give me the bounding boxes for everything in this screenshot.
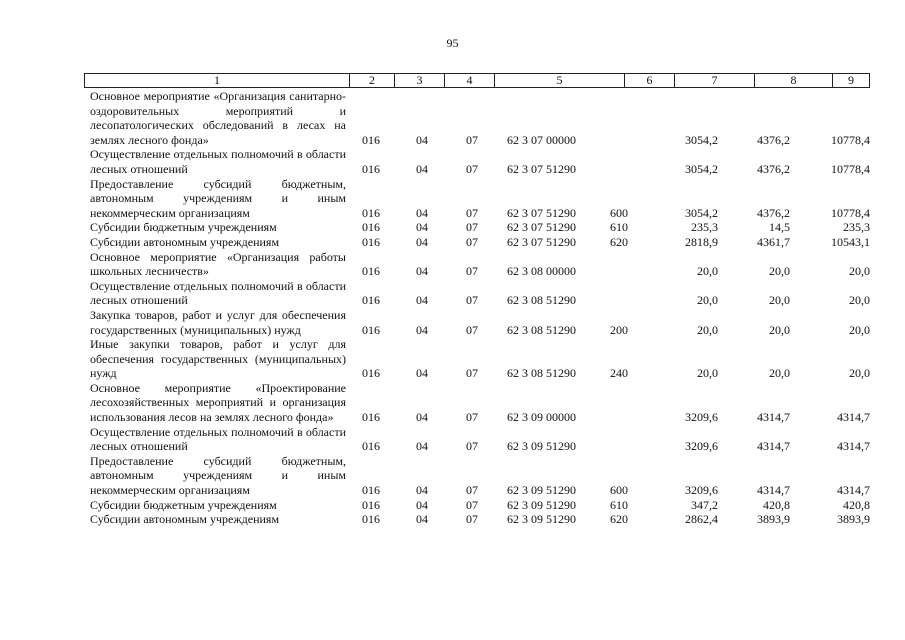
row-col-6: 600 bbox=[610, 205, 628, 220]
row-name: Субсидии автономным учреждениям bbox=[90, 234, 280, 249]
row-col-3: 04 bbox=[416, 293, 428, 308]
header-col-2: 2 bbox=[350, 74, 395, 87]
row-col-9: 20,0 bbox=[849, 264, 870, 279]
row-col-9: 10778,4 bbox=[831, 161, 870, 176]
table-header bbox=[84, 73, 870, 88]
row-col-7: 20,0 bbox=[697, 322, 718, 337]
row-col-9: 4314,7 bbox=[837, 483, 870, 498]
header-col-8: 8 bbox=[755, 74, 833, 87]
row-col-6: 240 bbox=[610, 366, 628, 381]
row-name: Предоставление субсидий бюджетным, автономным учреждениям и иным некоммерческим организациям bbox=[90, 453, 346, 498]
row-col-8: 20,0 bbox=[769, 322, 790, 337]
row-col-5: 62 3 08 51290 bbox=[507, 293, 576, 308]
table-row bbox=[90, 235, 870, 250]
row-col-3: 04 bbox=[416, 132, 428, 147]
table-row bbox=[90, 512, 870, 527]
row-col-8: 4314,7 bbox=[757, 483, 790, 498]
row-col-3: 04 bbox=[416, 205, 428, 220]
table-row bbox=[90, 89, 870, 147]
row-col-6: 610 bbox=[610, 497, 628, 512]
row-col-2: 016 bbox=[362, 132, 380, 147]
table-row bbox=[90, 177, 870, 221]
row-col-7: 3209,6 bbox=[685, 483, 718, 498]
row-col-8: 4376,2 bbox=[757, 132, 790, 147]
header-col-3: 3 bbox=[395, 74, 445, 87]
row-col-8: 14,5 bbox=[769, 220, 790, 235]
row-col-7: 3054,2 bbox=[685, 205, 718, 220]
header-col-9: 9 bbox=[848, 73, 854, 87]
table-row bbox=[90, 454, 870, 498]
row-col-8: 420,8 bbox=[763, 497, 790, 512]
row-name: Предоставление субсидий бюджетным, автономным учреждениям и иным некоммерческим организациям bbox=[90, 176, 346, 220]
row-col-3: 04 bbox=[416, 410, 428, 425]
row-col-3: 04 bbox=[416, 439, 428, 454]
row-name: Осуществление отдельных полномочий в области лесных отношений bbox=[90, 424, 346, 454]
row-col-3: 04 bbox=[416, 497, 428, 512]
row-col-3: 04 bbox=[416, 161, 428, 176]
table-row bbox=[90, 147, 870, 176]
row-col-7: 235,3 bbox=[691, 220, 718, 235]
row-col-2: 016 bbox=[362, 161, 380, 176]
row-col-9: 4314,7 bbox=[837, 439, 870, 454]
row-col-7: 3209,6 bbox=[685, 410, 718, 425]
row-col-2: 016 bbox=[362, 366, 380, 381]
row-col-8: 20,0 bbox=[769, 264, 790, 279]
row-col-4: 07 bbox=[466, 234, 478, 249]
row-col-4: 07 bbox=[466, 293, 478, 308]
row-col-9: 420,8 bbox=[843, 497, 870, 512]
row-col-8: 4361,7 bbox=[757, 234, 790, 249]
table-row bbox=[90, 279, 870, 308]
row-col-2: 016 bbox=[362, 410, 380, 425]
row-col-7: 347,2 bbox=[691, 497, 718, 512]
header-col-7: 7 bbox=[675, 74, 755, 87]
row-name: Субсидии бюджетным учреждениям bbox=[90, 497, 277, 512]
row-col-8: 4314,7 bbox=[757, 439, 790, 454]
row-name: Иные закупки товаров, работ и услуг для обеспечения государственных (муниципальных) нужд bbox=[90, 337, 346, 381]
row-col-4: 07 bbox=[466, 439, 478, 454]
row-col-4: 07 bbox=[466, 264, 478, 279]
row-col-7: 3054,2 bbox=[685, 161, 718, 176]
row-col-5: 62 3 07 51290 bbox=[507, 234, 576, 249]
table-row bbox=[90, 308, 870, 337]
row-col-8: 3893,9 bbox=[757, 512, 790, 527]
row-col-9: 20,0 bbox=[849, 293, 870, 308]
table-row bbox=[90, 337, 870, 381]
row-col-2: 016 bbox=[362, 497, 380, 512]
row-col-3: 04 bbox=[416, 220, 428, 235]
row-col-6: 620 bbox=[610, 234, 628, 249]
row-col-5: 62 3 07 51290 bbox=[507, 161, 576, 176]
row-col-2: 016 bbox=[362, 234, 380, 249]
row-col-9: 4314,7 bbox=[837, 410, 870, 425]
row-col-4: 07 bbox=[466, 161, 478, 176]
row-col-2: 016 bbox=[362, 293, 380, 308]
row-col-2: 016 bbox=[362, 220, 380, 235]
row-name: Основное мероприятие «Проектирование лесохозяйственных мероприятий и организация использования лесов на землях лесного фонда» bbox=[90, 380, 346, 425]
row-col-7: 20,0 bbox=[697, 366, 718, 381]
row-col-2: 016 bbox=[362, 439, 380, 454]
row-col-3: 04 bbox=[416, 264, 428, 279]
row-col-5: 62 3 08 51290 bbox=[507, 366, 576, 381]
row-col-7: 2862,4 bbox=[685, 512, 718, 527]
row-col-4: 07 bbox=[466, 220, 478, 235]
row-col-2: 016 bbox=[362, 483, 380, 498]
row-col-9: 235,3 bbox=[843, 220, 870, 235]
row-col-8: 20,0 bbox=[769, 366, 790, 381]
header-col-6: 6 bbox=[625, 74, 675, 87]
row-col-9: 10778,4 bbox=[831, 205, 870, 220]
row-name: Закупка товаров, работ и услуг для обеспечения государственных (муниципальных) нужд bbox=[90, 307, 346, 337]
row-col-5: 62 3 07 51290 bbox=[507, 205, 576, 220]
row-col-5: 62 3 09 51290 bbox=[507, 439, 576, 454]
row-col-4: 07 bbox=[466, 410, 478, 425]
row-col-3: 04 bbox=[416, 234, 428, 249]
row-col-9: 3893,9 bbox=[837, 512, 870, 527]
row-col-2: 016 bbox=[362, 205, 380, 220]
table-row bbox=[90, 220, 870, 235]
row-col-6: 600 bbox=[610, 483, 628, 498]
row-col-5: 62 3 08 51290 bbox=[507, 322, 576, 337]
row-col-3: 04 bbox=[416, 483, 428, 498]
row-col-2: 016 bbox=[362, 264, 380, 279]
row-col-4: 07 bbox=[466, 132, 478, 147]
row-name: Субсидии автономным учреждениям bbox=[90, 512, 280, 527]
row-col-5: 62 3 08 00000 bbox=[507, 264, 576, 279]
row-col-7: 20,0 bbox=[697, 264, 718, 279]
row-col-3: 04 bbox=[416, 322, 428, 337]
row-col-5: 62 3 07 51290 bbox=[507, 220, 576, 235]
row-col-2: 016 bbox=[362, 322, 380, 337]
row-col-4: 07 bbox=[466, 497, 478, 512]
table-row bbox=[90, 250, 870, 279]
header-col-4: 4 bbox=[445, 74, 495, 87]
row-col-7: 3209,6 bbox=[685, 439, 718, 454]
row-col-5: 62 3 09 00000 bbox=[507, 410, 576, 425]
row-col-4: 07 bbox=[466, 512, 478, 527]
row-col-2: 016 bbox=[362, 512, 380, 527]
table-row bbox=[90, 498, 870, 513]
row-col-9: 20,0 bbox=[849, 366, 870, 381]
row-col-4: 07 bbox=[466, 205, 478, 220]
row-col-4: 07 bbox=[466, 322, 478, 337]
row-col-9: 10543,1 bbox=[831, 234, 870, 249]
row-col-6: 620 bbox=[610, 512, 628, 527]
row-col-3: 04 bbox=[416, 366, 428, 381]
row-name: Осуществление отдельных полномочий в области лесных отношений bbox=[90, 147, 346, 176]
row-name: Основное мероприятие «Организация санитарно-оздоровительных мероприятий и лесопатологических обследований в лесах на землях лесного фонда» bbox=[90, 89, 346, 147]
row-col-6: 200 bbox=[610, 322, 628, 337]
table-body bbox=[90, 89, 870, 527]
row-col-7: 3054,2 bbox=[685, 132, 718, 147]
row-col-3: 04 bbox=[416, 512, 428, 527]
row-col-6: 610 bbox=[610, 220, 628, 235]
row-name: Субсидии бюджетным учреждениям bbox=[90, 220, 277, 235]
header-col-5: 5 bbox=[495, 74, 625, 87]
row-col-9: 20,0 bbox=[849, 322, 870, 337]
row-col-8: 4376,2 bbox=[757, 205, 790, 220]
header-col-1: 1 bbox=[85, 74, 350, 87]
row-col-8: 4314,7 bbox=[757, 410, 790, 425]
row-col-7: 20,0 bbox=[697, 293, 718, 308]
row-col-5: 62 3 07 00000 bbox=[507, 132, 576, 147]
row-col-8: 4376,2 bbox=[757, 161, 790, 176]
row-name: Основное мероприятие «Организация работы школьных лесничеств» bbox=[90, 249, 346, 279]
row-col-4: 07 bbox=[466, 483, 478, 498]
row-col-8: 20,0 bbox=[769, 293, 790, 308]
row-col-9: 10778,4 bbox=[831, 132, 870, 147]
row-col-5: 62 3 09 51290 bbox=[507, 512, 576, 527]
row-name: Осуществление отдельных полномочий в области лесных отношений bbox=[90, 278, 346, 308]
row-col-4: 07 bbox=[466, 366, 478, 381]
page-number: 95 bbox=[446, 36, 459, 50]
row-col-7: 2818,9 bbox=[685, 234, 718, 249]
table-row bbox=[90, 425, 870, 454]
table-row bbox=[90, 381, 870, 425]
row-col-5: 62 3 09 51290 bbox=[507, 497, 576, 512]
row-col-5: 62 3 09 51290 bbox=[507, 483, 576, 498]
